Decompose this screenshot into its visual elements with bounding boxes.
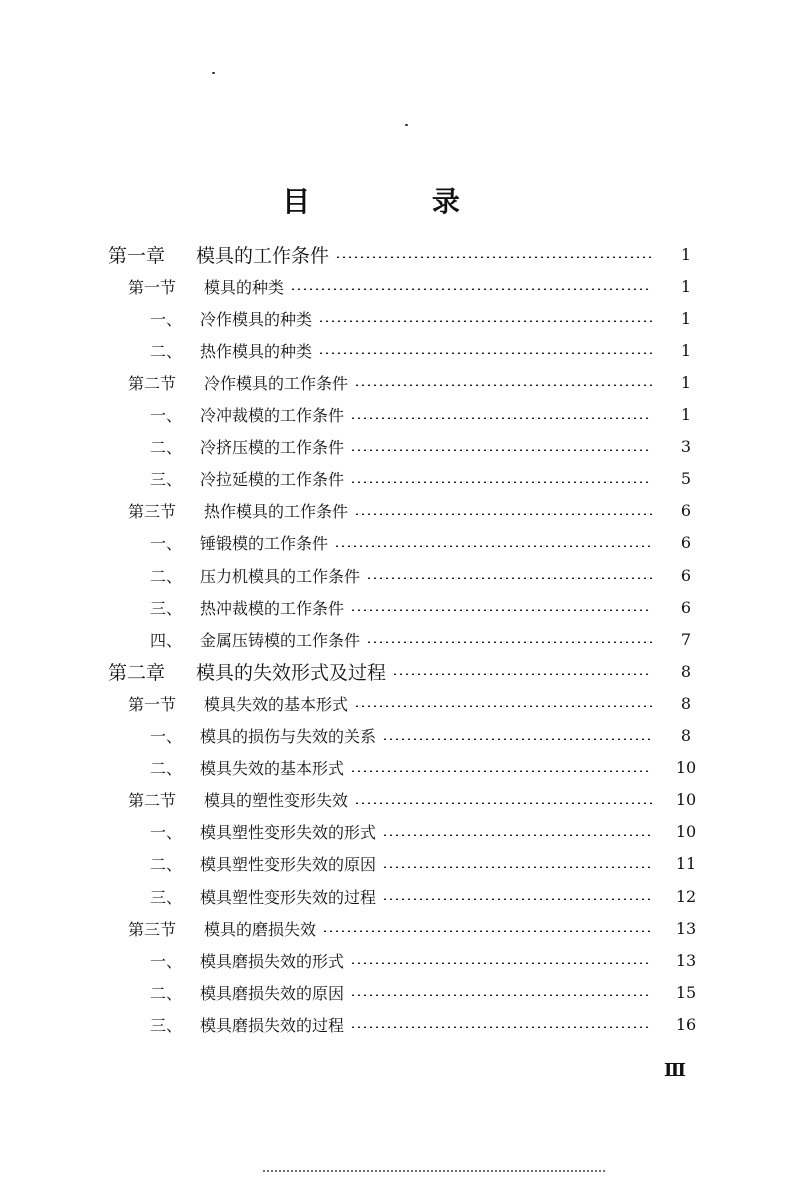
toc-entry <box>0 559 798 591</box>
toc-entry-number: 第一节 <box>128 277 177 297</box>
toc-entry-title: 模具的塑性变形失效 <box>204 791 349 811</box>
toc-entry-number: 一、 <box>150 823 183 843</box>
toc-entry-title: 冷作模具的工作条件 <box>204 373 349 393</box>
toc-entry-title: 热作模具的工作条件 <box>204 502 349 522</box>
toc-entry <box>0 655 798 687</box>
toc-entry-title: 模具的损伤与失效的关系 <box>200 727 377 746</box>
dot-leader <box>350 609 652 611</box>
toc-entry <box>0 399 798 431</box>
dot-leader <box>354 384 652 386</box>
toc-entry-title: 模具塑性变形失效的形式 <box>200 823 377 843</box>
toc-entry-page: 13 <box>675 950 697 970</box>
toc-entry-page: 1 <box>680 372 692 392</box>
toc-entry-number: 第二章 <box>108 661 166 684</box>
toc-entry-title: 模具失效的基本形式 <box>204 694 349 714</box>
toc-entry <box>0 591 798 623</box>
dot-leader <box>366 641 652 643</box>
toc-entry-title: 模具的种类 <box>204 277 285 297</box>
toc-entry-page: 1 <box>680 405 692 424</box>
toc-entry-page: 8 <box>680 726 692 745</box>
toc-entry-title: 模具的工作条件 <box>196 244 330 267</box>
toc-entry-title: 模具的磨损失效 <box>204 919 317 939</box>
toc-entry-page: 6 <box>680 533 692 553</box>
toc-entry-page: 10 <box>675 758 697 778</box>
toc-entry-number: 第一节 <box>128 694 177 714</box>
toc-entry-page: 1 <box>680 340 692 360</box>
toc-entry-page: 8 <box>680 661 692 681</box>
toc-entry <box>0 944 798 976</box>
toc-entry <box>0 1008 798 1040</box>
toc-entry-title: 冷挤压模的工作条件 <box>200 438 345 458</box>
dot-leader <box>354 705 652 707</box>
dot-leader <box>350 449 652 451</box>
dot-leader <box>334 545 652 547</box>
toc-entry-number: 二、 <box>150 566 183 586</box>
dot-leader <box>350 417 652 419</box>
toc-entry <box>0 302 798 334</box>
toc-entry <box>0 270 798 302</box>
dot-leader <box>382 898 652 900</box>
dot-leader <box>322 930 652 932</box>
toc-entry <box>0 238 798 270</box>
toc-entry <box>0 431 798 463</box>
toc-entry-number: 一、 <box>150 534 183 554</box>
toc-entry-number: 二、 <box>150 759 183 779</box>
dot-leader <box>382 866 652 868</box>
toc-entry-page: 16 <box>675 1014 697 1034</box>
toc-entry <box>0 495 798 527</box>
dot-leader <box>290 288 652 290</box>
dot-leader <box>354 513 652 515</box>
toc-entry-number: 一、 <box>150 406 183 425</box>
speck <box>212 72 215 74</box>
toc-entry-page: 1 <box>680 308 692 328</box>
toc-entry-number: 三、 <box>150 1015 183 1035</box>
toc-entry-page: 3 <box>680 437 692 457</box>
toc-entry-number: 第三节 <box>128 919 177 939</box>
toc-entry-number: 一、 <box>150 309 183 329</box>
dot-leader <box>350 481 652 483</box>
toc-entry <box>0 623 798 655</box>
toc-entry-number: 第二节 <box>128 791 177 811</box>
toc-entry <box>0 848 798 880</box>
dot-leader <box>392 673 652 675</box>
toc-entry-title: 冷冲裁模的工作条件 <box>200 406 345 425</box>
toc-entry-title: 热作模具的种类 <box>200 341 313 361</box>
toc-entry-title: 模具的失效形式及过程 <box>196 661 387 684</box>
toc-entry-page: 7 <box>680 629 692 649</box>
toc-entry-page: 8 <box>680 693 692 713</box>
page-title: 目 录 <box>282 185 516 218</box>
toc-entry-title: 冷作模具的种类 <box>200 309 313 329</box>
toc-entry-title: 热冲裁模的工作条件 <box>200 598 345 618</box>
toc-entry <box>0 784 798 816</box>
toc-entry-page: 6 <box>680 597 692 617</box>
toc-entry <box>0 334 798 366</box>
toc-entry-title: 模具磨损失效的过程 <box>200 1015 345 1035</box>
page-folio: Ⅲ <box>664 1060 686 1081</box>
toc-entry-number: 二、 <box>150 983 183 1003</box>
toc-entry-number: 第三节 <box>128 502 177 522</box>
dot-leader <box>318 320 652 322</box>
toc-entry <box>0 366 798 398</box>
toc-entry-page: 15 <box>675 982 697 1002</box>
toc-entry-number: 四、 <box>150 630 183 650</box>
toc-entry <box>0 527 798 559</box>
dot-leader <box>350 994 652 996</box>
toc-entry-title: 模具塑性变形失效的过程 <box>200 887 377 907</box>
dot-leader <box>318 352 652 354</box>
toc-entry-page: 5 <box>680 469 692 489</box>
toc-entry-number: 第二节 <box>128 373 177 393</box>
toc-entry-page: 6 <box>680 501 692 521</box>
toc-entry-number: 三、 <box>150 887 183 907</box>
toc-entry-title: 金属压铸模的工作条件 <box>200 630 361 650</box>
toc-entry-page: 6 <box>680 565 692 585</box>
toc-entry <box>0 752 798 784</box>
toc-entry-title: 压力机模具的工作条件 <box>200 566 361 586</box>
toc-entry-page: 11 <box>675 854 697 874</box>
toc-entry-page: 1 <box>680 244 692 264</box>
toc-entry <box>0 976 798 1008</box>
toc-entry <box>0 720 798 752</box>
toc-entry-title: 模具磨损失效的形式 <box>200 951 345 971</box>
dot-leader <box>354 802 652 804</box>
dot-leader <box>382 738 652 740</box>
dot-leader <box>335 256 652 258</box>
dot-leader <box>366 577 652 579</box>
toc-entry-title: 冷拉延模的工作条件 <box>200 470 345 490</box>
toc-entry <box>0 912 798 944</box>
toc-entry-title: 锤锻模的工作条件 <box>200 534 329 554</box>
dot-leader <box>350 1026 652 1028</box>
toc-entry-page: 1 <box>680 276 692 296</box>
toc-entry-title: 模具失效的基本形式 <box>200 759 345 779</box>
toc-entry-number: 第一章 <box>108 244 166 267</box>
toc-entry-page: 13 <box>675 918 697 938</box>
toc-entry-number: 二、 <box>150 341 183 361</box>
speck <box>405 124 408 126</box>
toc-entry-number: 二、 <box>150 855 183 875</box>
bottom-rule <box>262 1170 607 1172</box>
toc-entry-number: 三、 <box>150 598 183 618</box>
toc-entry-page: 12 <box>675 886 697 906</box>
toc-entry-page: 10 <box>675 790 697 810</box>
toc-entry-number: 二、 <box>150 438 183 458</box>
dot-leader <box>350 770 652 772</box>
toc-entry-page: 10 <box>675 822 697 842</box>
dot-leader <box>382 834 652 836</box>
toc-entry <box>0 463 798 495</box>
toc-entry-number: 一、 <box>150 951 183 971</box>
toc-entry-number: 一、 <box>150 727 183 746</box>
dot-leader <box>350 962 652 964</box>
toc-entry-number: 三、 <box>150 470 183 490</box>
toc-entry <box>0 816 798 848</box>
toc-entry <box>0 880 798 912</box>
toc-entry <box>0 687 798 719</box>
toc-entry-title: 模具磨损失效的原因 <box>200 983 345 1003</box>
toc-entry-title: 模具塑性变形失效的原因 <box>200 855 377 875</box>
